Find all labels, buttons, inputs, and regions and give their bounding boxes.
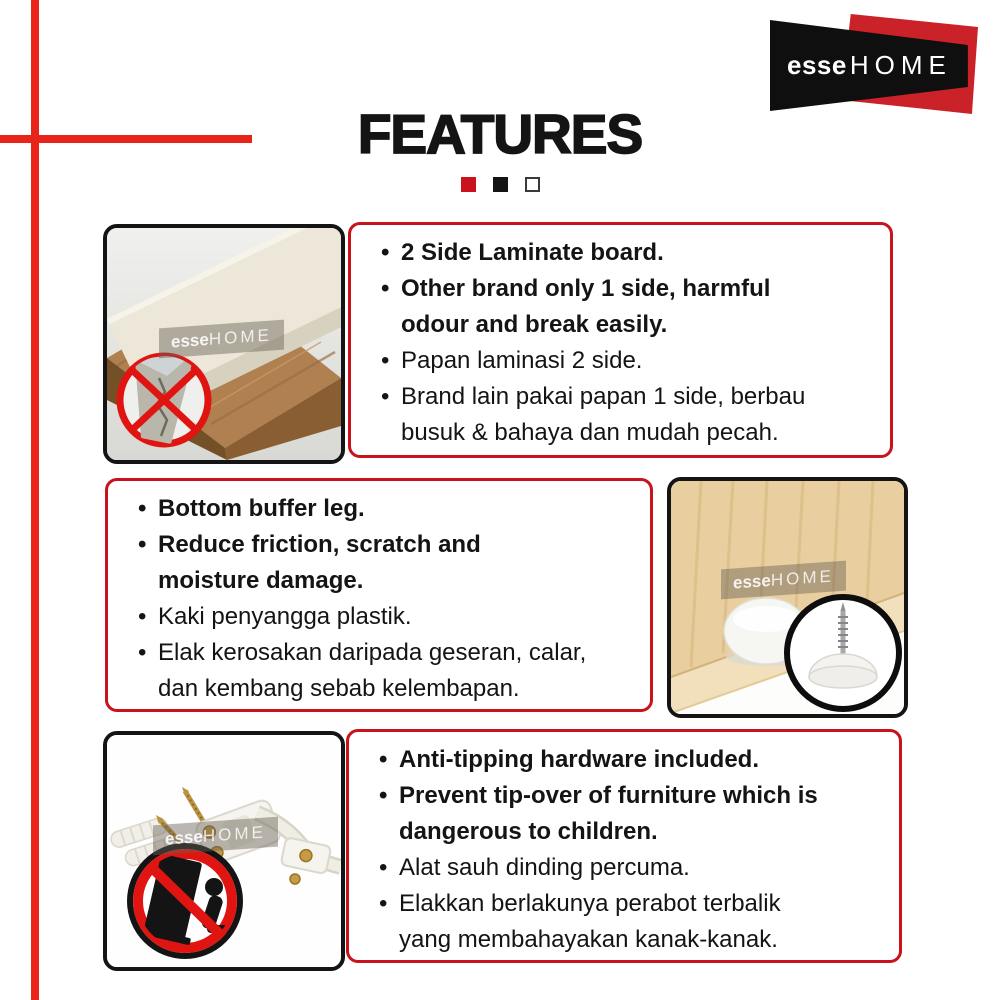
laminate-board-photo <box>103 224 345 464</box>
bullet-item: • Elak kerosakan daripada geseran, calar, dan kembang sebab kelembapan. <box>136 635 644 707</box>
bullet-item: • Elakkan berlakunya perabot terbalik yang membahayakan kanak-kanak. <box>377 886 893 958</box>
anti-tip-hardware-photo <box>103 731 345 971</box>
buffer-leg-photo <box>667 477 908 718</box>
watermark-bold: esse <box>733 570 771 593</box>
no-tipping-sign <box>130 846 240 956</box>
title-accent-squares <box>0 177 1000 192</box>
logo-text-bold: esse <box>787 50 847 80</box>
red-square-icon <box>461 177 476 192</box>
bullet-item: • Brand lain pakai papan 1 side, berbau busuk & bahaya dan mudah pecah. <box>379 379 884 451</box>
feature-bullet-list <box>379 235 884 451</box>
bullet-item: • Alat sauh dinding percuma. <box>377 850 893 886</box>
buffer-glide-inset <box>787 597 899 709</box>
feature-bullet-list <box>136 491 644 707</box>
feature-card-anti-tip <box>346 729 902 963</box>
logo-wordmark <box>787 50 952 81</box>
bullet-item: • Prevent tip-over of furniture which is dangerous to children. <box>377 778 893 850</box>
bullet-item: • Reduce friction, scratch and moisture damage. <box>136 527 644 599</box>
feature-card-laminate <box>348 222 893 458</box>
brand-logo <box>770 14 978 114</box>
anti-tip-hardware-illustration <box>107 735 341 967</box>
watermark-light: HOME <box>208 325 272 349</box>
watermark-light: HOME <box>770 566 834 590</box>
page-title: FEATURES <box>357 103 643 165</box>
bullet-item: • Other brand only 1 side, harmful odour and break easily. <box>379 271 884 343</box>
feature-card-buffer-leg <box>105 478 653 712</box>
black-square-icon <box>493 177 508 192</box>
watermark-bold: esse <box>165 826 203 849</box>
feature-bullet-list <box>377 742 893 958</box>
watermark-light: HOME <box>202 822 266 846</box>
bullet-item: • Kaki penyangga plastik. <box>136 599 644 635</box>
bullet-item: • Anti-tipping hardware included. <box>377 742 893 778</box>
watermark-bold: esse <box>171 329 209 352</box>
white-square-icon <box>525 177 540 192</box>
bullet-item: • 2 Side Laminate board. <box>379 235 884 271</box>
bullet-item: • Papan laminasi 2 side. <box>379 343 884 379</box>
buffer-leg-illustration <box>671 481 904 714</box>
logo-text-light: HOME <box>849 50 952 80</box>
bullet-item: • Bottom buffer leg. <box>136 491 644 527</box>
no-cracked-board-sign <box>120 352 208 444</box>
